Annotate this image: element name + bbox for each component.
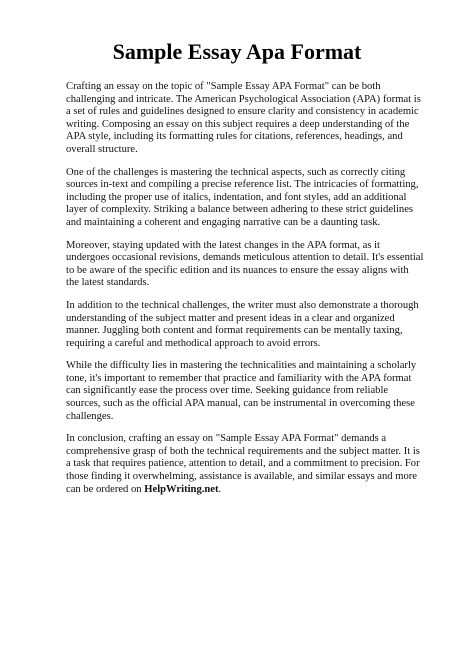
paragraph-6-text: In conclusion, crafting an essay on "Sample Essay APA Format" demands a comprehensive grasp of both the technical requirements and the subject matter. It is a task that requires patience, attention to detail, and a commitment to precision. For those finding it overwhelming, assistance is available, and similar essays and more can be ordered on — [66, 433, 420, 495]
paragraph-3: Moreover, staying updated with the latest changes in the APA format, as it undergoes occasional revisions, demands meticulous attention to detail. It's essential to be aware of the specific edition and its nuances to ensure the essay aligns with the latest standards. — [66, 239, 424, 289]
paragraph-5: While the difficulty lies in mastering the technicalities and maintaining a scholarly tone, it's important to remember that practice and familiarity with the APA format can significantly ease the process over time. Seeking guidance from reliable sources, such as the official APA manual, can be instrumental in overcoming these challenges. — [66, 360, 417, 422]
paragraph-4: In addition to the technical challenges, the writer must also demonstrate a thorough understanding of the subject matter and present ideas in a clear and organized manner. Juggling both content and format requirements can be mentally taxing, requiring a careful and methodical approach to avoid errors. — [66, 299, 419, 349]
document-body — [66, 81, 424, 506]
paragraph-6 — [66, 433, 424, 496]
paragraph-6-trailing: . — [218, 483, 222, 495]
paragraph-2: One of the challenges is mastering the technical aspects, such as correctly citing sources in-text and compiling a precise reference list. The intricacies of formatting, including the proper use of italics, indentation, and font styles, add an additional layer of complexity. Striking a balance between adhering to these strict guidelines and maintaining a coherent and engaging narrative can be a daunting task. — [66, 166, 419, 228]
document-title: Sample Essay Apa Format — [112, 39, 362, 64]
helpwriting-link[interactable]: HelpWriting.net — [144, 483, 219, 495]
paragraph-1: Crafting an essay on the topic of "Sample Essay APA Format" can be both challenging and intricate. The American Psychological Association (APA) format is a set of rules and guidelines designed to ensure clarity and consistency in academic writing. Composing an essay on this subject requires a deep understanding of the APA style, including its formatting rules for citations, references, headings, and overall structure. — [66, 81, 421, 155]
